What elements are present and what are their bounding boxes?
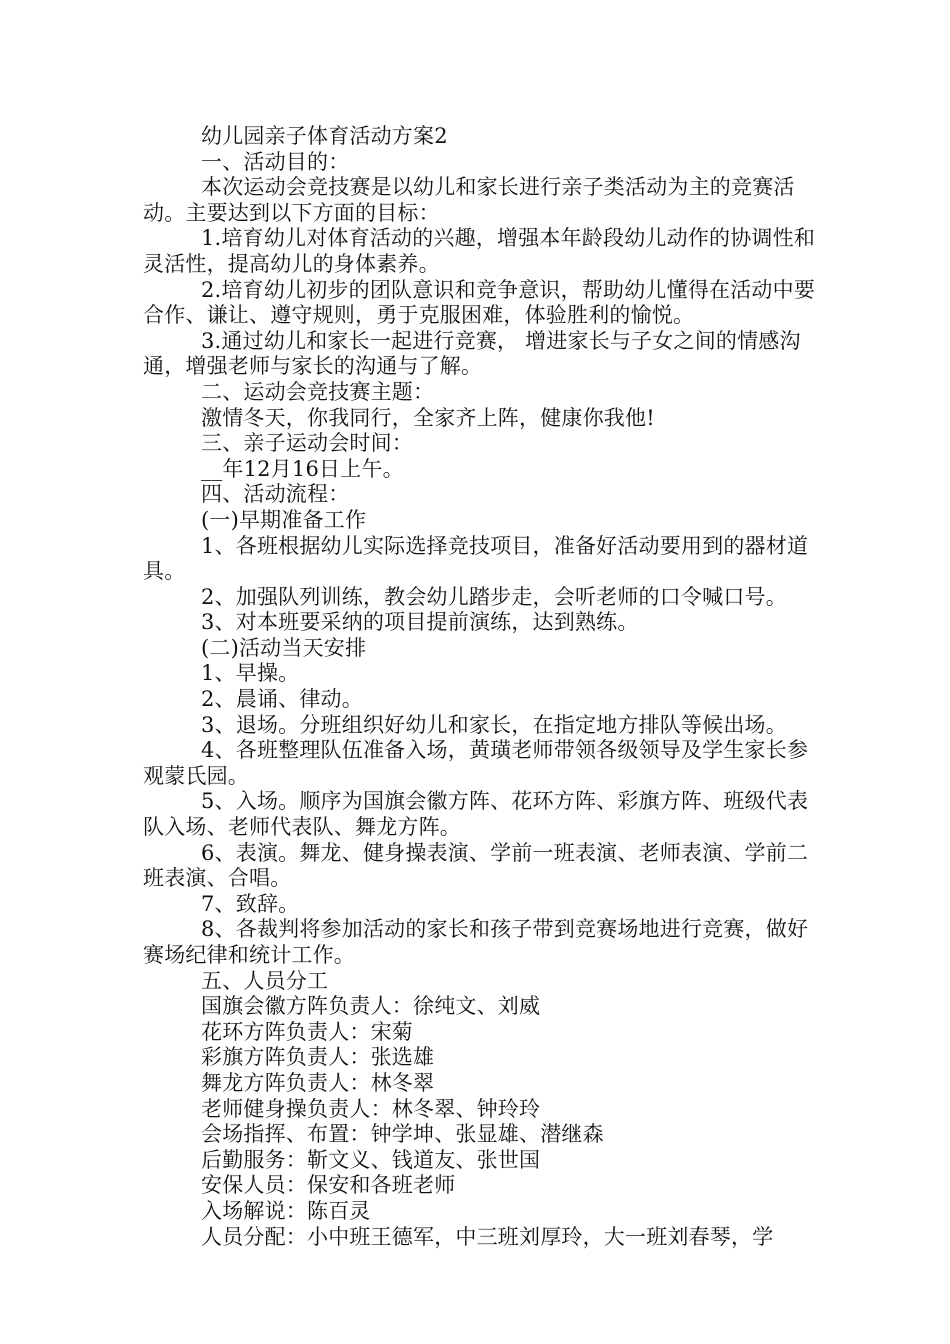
section-heading: 四、活动流程： [201,482,350,507]
paragraph: __年12月16日上午。 [201,456,404,481]
list-item: 2.培育幼儿初步的团队意识和竞争意识，帮助幼儿懂得在活动中要合作、谦让、遵守规则，勇于克服困难，体验胜利的愉悦。 [143,277,816,328]
list-item: 5、入场。顺序为国旗会徽方阵、花环方阵、彩旗方阵、班级代表队入场、老师代表队、舞龙方阵。 [143,789,809,840]
section-heading: 三、亲子运动会时间： [201,431,413,456]
list-item: 2、加强队列训练，教会幼儿踏步走，会听老师的口令喊口号。 [201,584,787,609]
assignment-line: 会场指挥、布置：钟学坤、张显雄、潜继森 [201,1122,604,1147]
section-heading: 二、运动会竞技赛主题： [201,379,435,404]
assignment-line: 国旗会徽方阵负责人：徐纯文、刘威 [201,994,541,1019]
assignment-line: 彩旗方阵负责人：张选雄 [201,1045,435,1070]
list-item: 4、各班整理队伍准备入场，黄璜老师带领各级领导及学生家长参观蒙氏园。 [143,738,809,788]
subsection-heading: (二)活动当天安排 [201,635,367,660]
paragraph: 本次运动会竞技赛是以幼儿和家长进行亲子类活动为主的竞赛活动。主要达到以下方面的目标： [143,175,795,225]
list-item: 1.培育幼儿对体育活动的兴趣，增强本年龄段幼儿动作的协调性和灵活性，提高幼儿的身体素养。 [143,226,816,276]
section-heading: 五、人员分工 [201,968,329,993]
list-item: 3、退场。分班组织好幼儿和家长，在指定地方排队等候出场。 [201,712,787,737]
assignment-line: 入场解说：陈百灵 [201,1198,371,1223]
list-item: 1、早操。 [201,661,300,686]
document-title: 幼儿园亲子体育活动方案2 [201,124,448,148]
list-item: 2、晨诵、律动。 [201,687,363,712]
document-body [143,124,823,1250]
list-item: 3.通过幼儿和家长一起进行竞赛， 增进家长与子女之间的情感沟通，增强老师与家长的沟通与了解。 [143,328,801,379]
assignment-line: 后勤服务：靳文义、钱道友、张世国 [201,1147,541,1172]
list-item: 1、各班根据幼儿实际选择竞技项目，准备好活动要用到的器材道具。 [143,533,809,584]
assignment-line: 人员分配：小中班王德军，中三班刘厚玲，大一班刘春琴，学 [201,1224,774,1249]
list-item: 6、表演。舞龙、健身操表演、学前一班表演、老师表演、学前二班表演、合唱。 [143,840,809,891]
assignment-line: 老师健身操负责人：林冬翠、钟玲玲 [201,1096,541,1121]
assignment-line: 安保人员：保安和各班老师 [201,1173,456,1198]
assignment-line: 花环方阵负责人：宋菊 [201,1019,413,1044]
section-heading: 一、活动目的： [201,149,350,174]
subsection-heading: (一)早期准备工作 [201,507,367,532]
assignment-line: 舞龙方阵负责人：林冬翠 [201,1070,435,1095]
list-item: 8、各裁判将参加活动的家长和孩子带到竞赛场地进行竞赛，做好赛场纪律和统计工作。 [143,917,809,967]
list-item: 3、对本班要采纳的项目提前演练，达到熟练。 [201,610,639,635]
list-item: 7、致辞。 [201,891,300,916]
paragraph: 激情冬天，你我同行，全家齐上阵，健康你我他! [201,405,655,430]
